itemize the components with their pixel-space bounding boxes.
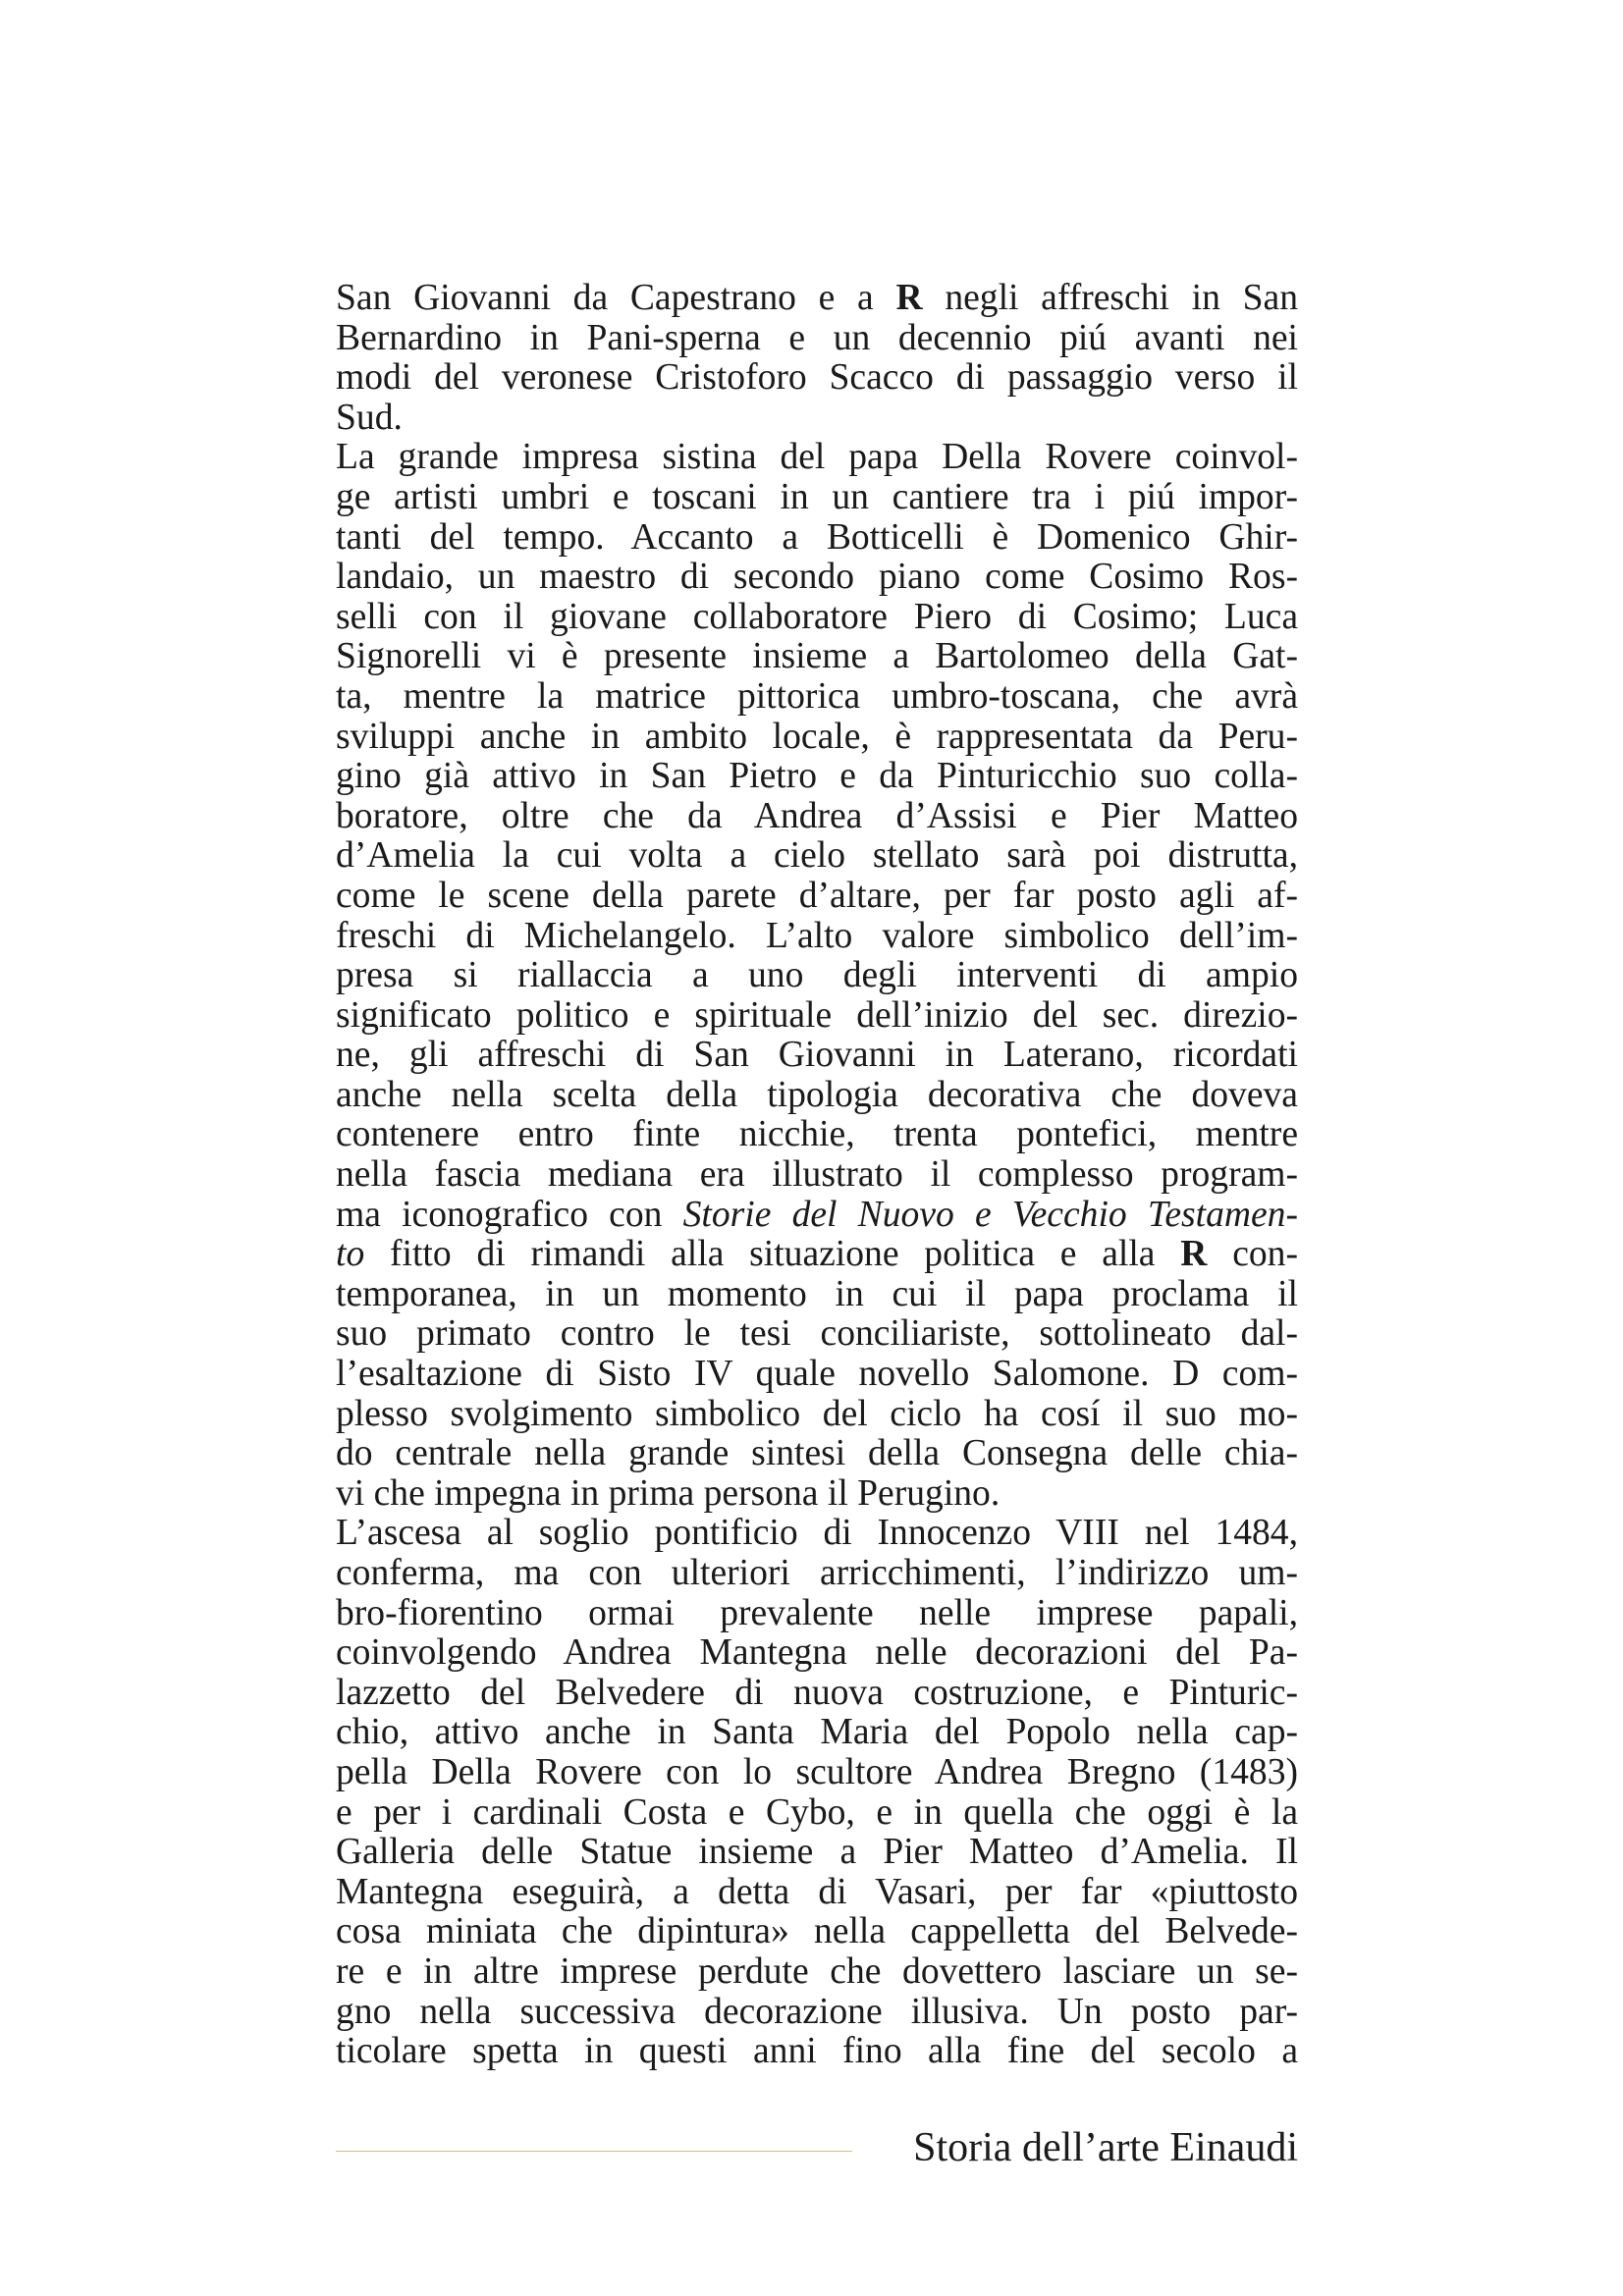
text-run: plesso svolgimento simbolico del ciclo ha cosí il suo mo- xyxy=(336,1393,1298,1434)
text-line xyxy=(336,1713,1298,1753)
text-run: suo primato contro le tesi conciliariste, sottolineato dal- xyxy=(336,1313,1298,1355)
footer-rule xyxy=(336,2151,852,2152)
text-run: l’esaltazione di Sisto IV quale novello Salomone. D com- xyxy=(336,1354,1298,1395)
body-text xyxy=(336,279,1298,2072)
text-run: selli con il giovane collaboratore Piero di Cosimo; Luca xyxy=(336,596,1298,637)
bold-text: R xyxy=(895,278,923,318)
text-run: bro-fiorentino ormai prevalente nelle imprese papali, xyxy=(336,1592,1298,1633)
text-run: ta, mentre la matrice pittorica umbro-toscana, che avrà xyxy=(336,675,1298,717)
text-run: chio, attivo anche in Santa Maria del Popolo nella cap- xyxy=(336,1712,1298,1753)
text-line xyxy=(336,1873,1298,1913)
text-run: gino già attivo in San Pietro e da Pinturicchio suo colla- xyxy=(336,756,1298,797)
text-run: tanti del tempo. Accanto a Botticelli è Domenico Ghir- xyxy=(336,516,1298,558)
text-line xyxy=(336,677,1298,718)
text-line xyxy=(336,558,1298,598)
text-run: ticolare spetta in questi anni fino alla fine del secolo a xyxy=(336,2031,1298,2072)
text-line xyxy=(336,358,1298,399)
text-run: L’ascesa al soglio pontificio di Innocenzo VIII nel 1484, xyxy=(336,1513,1298,1554)
text-run: pella Della Rovere con lo scultore Andrea Bregno (1483) xyxy=(336,1751,1298,1792)
text-line xyxy=(336,1314,1298,1355)
text-line xyxy=(336,1155,1298,1196)
text-line xyxy=(336,1076,1298,1116)
text-line xyxy=(336,319,1298,359)
text-line xyxy=(336,1036,1298,1076)
text-run: cosa miniata che dipintura» nella cappelletta del Belvede- xyxy=(336,1911,1298,1952)
text-line xyxy=(336,1275,1298,1315)
text-run: modi del veronese Cristoforo Scacco di passaggio verso il xyxy=(336,357,1298,399)
text-run: e per i cardinali Costa e Cybo, e in quella che oggi è la xyxy=(336,1791,1298,1833)
text-run: boratore, oltre che da Andrea d’Assisi e Pier Matteo xyxy=(336,795,1298,836)
text-run: do centrale nella grande sintesi della Consegna delle chia- xyxy=(336,1433,1298,1474)
text-run: gno nella successiva decorazione illusiva. Un posto par- xyxy=(336,1991,1298,2032)
text-run: presa si riallaccia a uno degli interventi di ampio xyxy=(336,955,1298,996)
text-line xyxy=(336,1395,1298,1435)
text-run: coinvolgendo Andrea Mantegna nelle decorazioni del Pa- xyxy=(336,1632,1298,1674)
text-line xyxy=(336,1196,1298,1236)
text-run: Signorelli vi è presente insieme a Bartolomeo della Gat- xyxy=(336,636,1298,677)
text-line xyxy=(336,1434,1298,1474)
italic-text: Storie del Nuovo e Vecchio Testamen- xyxy=(682,1194,1298,1235)
text-run: con- xyxy=(1207,1234,1298,1275)
text-line xyxy=(336,1115,1298,1155)
footer-title: Storia dell’arte Einaudi xyxy=(913,2125,1298,2170)
text-line xyxy=(336,1993,1298,2033)
text-line xyxy=(336,917,1298,957)
text-line xyxy=(336,797,1298,837)
text-line xyxy=(336,598,1298,638)
text-line xyxy=(336,279,1298,319)
text-run: La grande impresa sistina del papa Della Rovere coinvol- xyxy=(336,437,1298,478)
text-line xyxy=(336,399,1298,439)
text-line xyxy=(336,1355,1298,1395)
text-line xyxy=(336,1674,1298,1714)
text-run: landaio, un maestro di secondo piano come Cosimo Ros- xyxy=(336,557,1298,598)
text-line xyxy=(336,478,1298,518)
text-line xyxy=(336,836,1298,877)
text-run: lazzetto del Belvedere di nuova costruzione, e Pinturic- xyxy=(336,1672,1298,1713)
text-run: San Giovanni da Capestrano e a xyxy=(336,278,896,318)
text-line xyxy=(336,438,1298,478)
text-line xyxy=(336,1633,1298,1674)
text-run: Bernardino in Pani-sperna e un decennio piú avanti nei xyxy=(336,317,1298,358)
text-run: Mantegna eseguirà, a detta di Vasari, per far «piuttosto xyxy=(336,1871,1298,1912)
text-line xyxy=(336,1753,1298,1793)
text-run: Galleria delle Statue insieme a Pier Matteo d’Amelia. Il xyxy=(336,1832,1298,1873)
italic-text: to xyxy=(336,1234,365,1275)
text-run: temporanea, in un momento in cui il papa proclama il xyxy=(336,1273,1298,1314)
text-line xyxy=(336,1235,1298,1275)
text-line xyxy=(336,1833,1298,1873)
text-run: re e in altre imprese perdute che dovettero lasciare un se- xyxy=(336,1950,1298,1992)
text-run: freschi di Michelangelo. L’alto valore simbolico dell’im- xyxy=(336,915,1298,956)
text-line xyxy=(336,1554,1298,1594)
text-line xyxy=(336,637,1298,677)
text-run: Sud. xyxy=(336,397,403,438)
text-line xyxy=(336,1793,1298,1834)
text-line xyxy=(336,718,1298,758)
text-line xyxy=(336,2032,1298,2072)
text-run: fitto di rimandi alla situazione politica e alla xyxy=(364,1234,1181,1275)
text-run: ne, gli affreschi di San Giovanni in Laterano, ricordati xyxy=(336,1035,1298,1076)
text-line xyxy=(336,1474,1298,1515)
text-line xyxy=(336,757,1298,797)
text-run: conferma, ma con ulteriori arricchimenti, l’indirizzo um- xyxy=(336,1553,1298,1593)
text-run: ge artisti umbri e toscani in un cantiere tra i piú impor- xyxy=(336,476,1298,517)
text-run: come le scene della parete d’altare, per far posto agli af- xyxy=(336,875,1298,916)
text-line xyxy=(336,1514,1298,1554)
text-run: anche nella scelta della tipologia decorativa che doveva xyxy=(336,1074,1298,1115)
text-line xyxy=(336,1952,1298,1993)
text-run: vi che impegna in prima persona il Perugino. xyxy=(336,1472,1001,1514)
bold-text: R xyxy=(1180,1234,1208,1275)
text-line xyxy=(336,1912,1298,1952)
text-line xyxy=(336,956,1298,996)
text-run: nella fascia mediana era illustrato il complesso program- xyxy=(336,1154,1298,1196)
text-run: negli affreschi in San xyxy=(922,278,1298,318)
text-line xyxy=(336,877,1298,917)
text-line xyxy=(336,518,1298,559)
text-run: d’Amelia la cui volta a cielo stellato sarà poi distrutta, xyxy=(336,835,1298,877)
text-line xyxy=(336,1594,1298,1634)
text-run: sviluppi anche in ambito locale, è rappresentata da Peru- xyxy=(336,716,1298,757)
text-line xyxy=(336,996,1298,1037)
text-run: significato politico e spirituale dell’inizio del sec. direzio- xyxy=(336,994,1298,1036)
text-run: contenere entro finte nicchie, trenta pontefici, mentre xyxy=(336,1114,1298,1155)
text-run: ma iconografico con xyxy=(336,1194,683,1235)
